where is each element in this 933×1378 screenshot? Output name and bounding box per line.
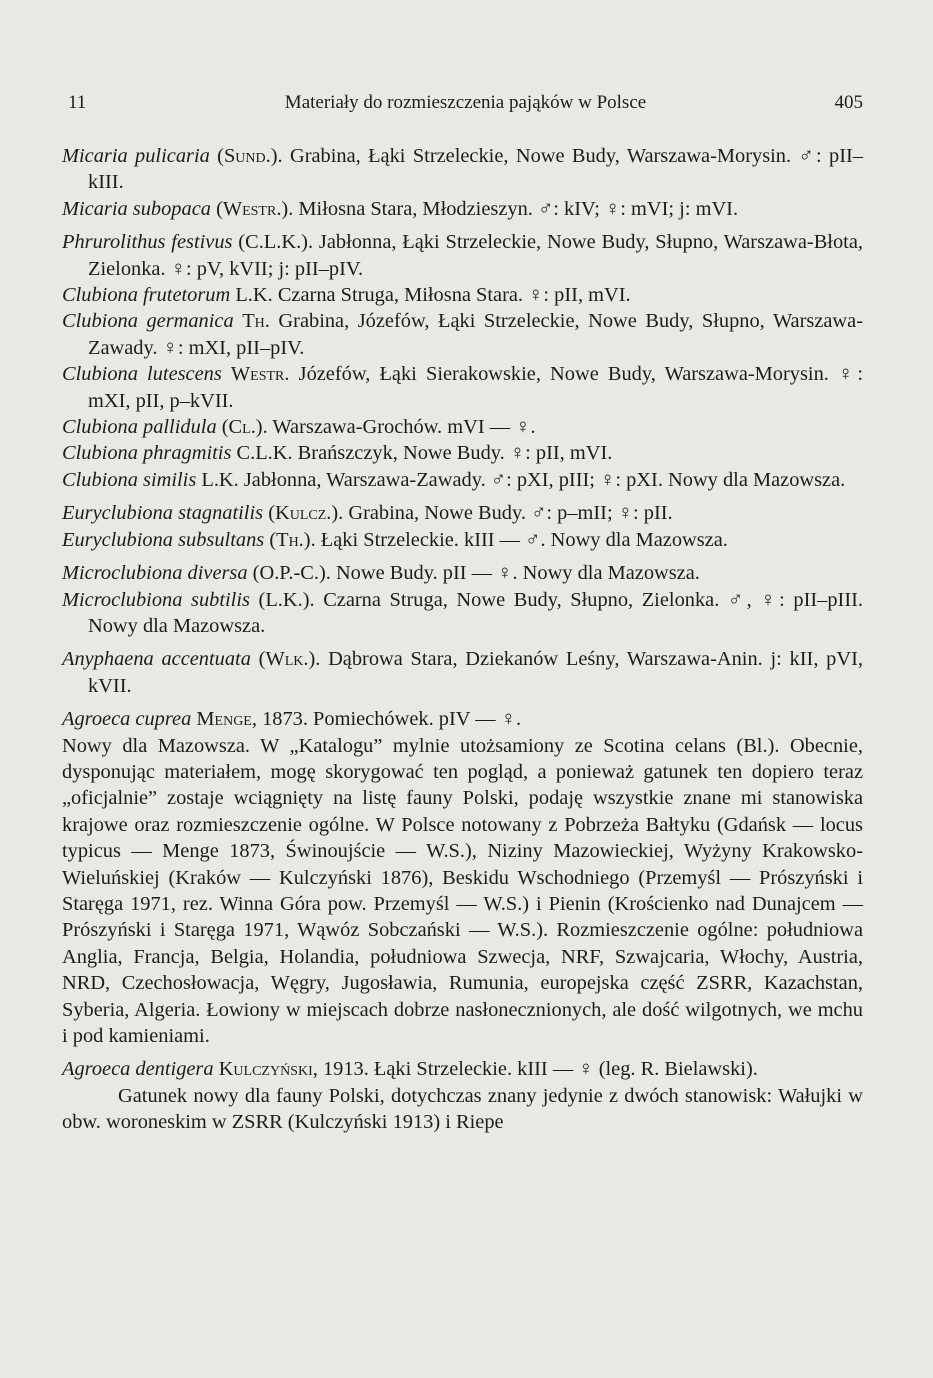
species-text: Brańszczyk, Nowe Budy. ♀: pII, mVI. — [292, 442, 613, 465]
species-author: L.K. — [235, 284, 273, 307]
species-name: Clubiona similis — [62, 468, 197, 491]
species-author: Kulczyński, — [218, 1058, 318, 1081]
article-body — [62, 143, 863, 1136]
species-entry — [62, 196, 863, 222]
species-text: Jabłonna, Łąki Strzeleckie, Nowe Budy, Słupno, Warszawa-Błota, Zielonka. ♀: pV, kVII; j: pII–pIV. — [88, 231, 863, 280]
species-author: (Westr.). — [216, 197, 294, 220]
species-text: Grabina, Nowe Budy. ♂: p–mII; ♀: pII. — [343, 502, 673, 525]
species-text: Nowe Budy. pII — ♀. Nowy dla Mazowsza. — [330, 562, 700, 585]
species-entry — [62, 1056, 863, 1082]
species-text: Grabina, Łąki Strzeleckie, Nowe Budy, Warszawa-Morysin. ♂: pII–kIII. — [88, 145, 863, 194]
species-author: Westr. — [230, 363, 290, 386]
species-text: Czarna Struga, Nowe Budy, Słupno, Zielonka. ♂, ♀: pII–pIII. Nowy dla Mazowsza. — [88, 588, 864, 637]
agroeca-cuprea-paragraph: Nowy dla Mazowsza. W „Katalogu” mylnie utożsamiony ze Scotina celans (Bl.). Obecnie, dysponując materiałem, mogę skorygować ten pogląd, a ponieważ gatunek ten dopiero teraz „oficjalnie” zostaje wciągnięty na listę fauny Polski, podaję wszystkie znane mi stanowiska krajowe oraz rozmieszczenie ogólne. W Polsce notowany z Pobrzeża Bałtyku (Gdańsk — locus typicus — Menge 1873, Świnoujście — W.S.), Niziny Mazowieckiej, Wyżyny Krakowsko-Wieluńskiej (Kraków — Kulczyński 1876), Beskidu Wschodniego (Przemyśl — Prószyński i Staręga 1971, rez. Winna Góra pow. Przemyśl — W.S.) i Pienin (Krościenko nad Dunajcem — Prószyński i Staręga 1971, Wąwóz Sobczański — W.S.). Rozmieszczenie ogólne: południowa Anglia, Francja, Belgia, Holandia, południowa Szwecja, NRF, Szwajcaria, Włochy, Austria, NRD, Czechosłowacja, Węgry, Jugosławia, Rumunia, europejska część ZSRR, Kazachstan, Syberia, Algeria. Łowiony w miejscach dobrze nasłonecznionych, ale dość wilgotnych, we mchu i pod kamieniami. — [62, 734, 863, 1047]
species-name: Microclubiona subtilis — [62, 588, 250, 611]
species-name: Microclubiona diversa — [62, 562, 248, 585]
species-text: Grabina, Józefów, Łąki Strzeleckie, Nowe Budy, Słupno, Warszawa-Zawady. ♀: mXI, pII–pIV. — [88, 310, 863, 359]
species-name: Clubiona pallidula — [62, 416, 217, 439]
species-author: Th. — [242, 310, 270, 333]
species-name: Clubiona frutetorum — [62, 284, 231, 307]
issue-number: 11 — [68, 92, 87, 113]
species-author: (L.K.). — [258, 588, 315, 611]
species-name: Micaria subopaca — [62, 197, 211, 220]
agroeca-dentigera-paragraph: Gatunek nowy dla fauny Polski, dotychczas znany jedynie z dwóch stanowisk: Wałujki w obw. woroneskim w ZSRR (Kulczyński 1913) i Riepe — [62, 1084, 863, 1134]
species-text: Jabłonna, Warszawa-Zawady. ♂: pXI, pIII; ♀: pXI. Nowy dla Mazowsza. — [238, 468, 846, 491]
species-text: 1873. Pomiechówek. pIV — ♀. — [256, 708, 522, 731]
species-name: Agroeca dentigera — [62, 1058, 214, 1081]
species-author: (Th.). — [269, 528, 316, 551]
species-text: Warszawa-Grochów. mVI — ♀. — [267, 416, 536, 439]
species-entry — [62, 308, 863, 361]
species-entry — [62, 414, 863, 440]
species-entry — [62, 706, 863, 732]
species-name: Euryclubiona stagnatilis — [62, 502, 264, 525]
running-title: Materiały do rozmieszczenia pająków w Polsce — [284, 92, 647, 113]
species-entry — [62, 440, 863, 466]
species-author: Menge, — [196, 708, 257, 731]
species-author: C.L.K. — [236, 442, 293, 465]
species-entry — [62, 500, 863, 526]
page-number: 405 — [834, 92, 863, 113]
species-entry — [62, 361, 863, 414]
species-author: (C.L.K.). — [238, 231, 314, 254]
species-name: Euryclubiona subsultans — [62, 528, 265, 551]
species-entry — [62, 282, 863, 308]
species-text: Józefów, Łąki Sierakowskie, Nowe Budy, Warszawa-Morysin. ♀: mXI, pII, p–kVII. — [88, 363, 863, 412]
species-author: L.K. — [201, 468, 239, 491]
species-name: Clubiona germanica — [62, 310, 234, 333]
species-author: (Sund.). — [217, 145, 283, 167]
species-entry — [62, 560, 863, 586]
species-author: (O.P.-C.). — [252, 562, 331, 585]
species-author: (Kulcz.). — [268, 502, 344, 525]
species-name: Anyphaena accentuata — [62, 648, 251, 671]
species-text: Miłosna Stara, Młodzieszyn. ♂: kIV; ♀: mVI; j: mVI. — [293, 197, 739, 220]
species-name: Agroeca cuprea — [62, 708, 192, 731]
species-entry — [62, 587, 863, 640]
species-author: (Wlk.). — [258, 648, 321, 671]
species-author: (Cl.). — [221, 416, 268, 439]
species-name: Clubiona lutescens — [62, 363, 222, 386]
species-name: Micaria pulicaria — [62, 145, 210, 167]
running-header — [68, 92, 863, 122]
species-name: Phrurolithus festivus — [62, 231, 233, 254]
species-text: Dąbrowa Stara, Dziekanów Leśny, Warszawa-Anin. j: kII, pVI, kVII. — [88, 648, 863, 697]
species-entry — [62, 527, 863, 553]
species-text: Czarna Struga, Miłosna Stara. ♀: pII, mVI. — [272, 284, 631, 307]
species-entry — [62, 143, 863, 196]
species-entry — [62, 229, 863, 282]
species-text: Łąki Strzeleckie. kIII — ♂. Nowy dla Mazowsza. — [315, 528, 728, 551]
species-text: 1913. Łąki Strzeleckie. kIII — ♀ (leg. R. Bielawski). — [317, 1058, 758, 1081]
species-name: Clubiona phragmitis — [62, 442, 232, 465]
species-entry — [62, 467, 863, 493]
species-entry — [62, 646, 863, 699]
